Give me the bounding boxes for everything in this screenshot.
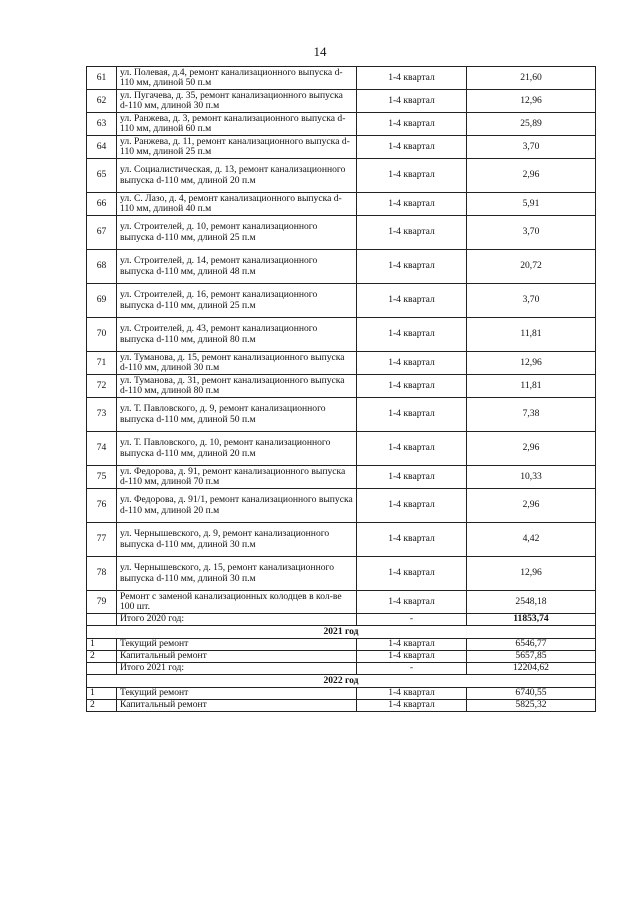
row-description: ул. Строителей, д. 10, ремонт канализационного выпуска d-110 мм, длиной 25 п.м (117, 216, 357, 250)
table-row (87, 466, 596, 489)
row-amount: 12,96 (467, 90, 596, 113)
table-body-totals (87, 614, 596, 712)
total-2021-period: - (357, 663, 467, 675)
row-description: ул. Строителей, д. 14, ремонт канализационного выпуска d-110 мм, длиной 48 п.м (117, 250, 357, 284)
row-description: ул. Полевая, д.4, ремонт канализационного выпуска d-110 мм, длиной 50 п.м (117, 67, 357, 90)
section-header-2021 (87, 626, 596, 639)
table-row (87, 688, 596, 700)
row-period: 1-4 квартал (357, 557, 467, 591)
row-description: ул. Туманова, д. 15, ремонт канализационного выпуска d-110 мм, длиной 30 п.м (117, 352, 357, 375)
row-number: 79 (87, 591, 117, 614)
row-amount: 20,72 (467, 250, 596, 284)
row-number: 66 (87, 193, 117, 216)
repair-plan-table (86, 66, 596, 712)
row-period: 1-4 квартал (357, 67, 467, 90)
row-number: 77 (87, 523, 117, 557)
row-description: ул. Т. Павловского, д. 10, ремонт канализационного выпуска d-110 мм, длиной 20 п.м (117, 432, 357, 466)
table-row (87, 557, 596, 591)
table-row (87, 159, 596, 193)
row-amount: 21,60 (467, 67, 596, 90)
row-period: 1-4 квартал (357, 113, 467, 136)
section-header-2022 (87, 675, 596, 688)
row-description: ул. Социалистическая, д. 13, ремонт канализационного выпуска d-110 мм, длиной 20 п.м (117, 159, 357, 193)
row-description: ул. Чернышевского, д. 9, ремонт канализационного выпуска d-110 мм, длиной 30 п.м (117, 523, 357, 557)
row-number: 2 (87, 651, 117, 663)
section-title-2022: 2022 год (87, 675, 596, 688)
row-amount: 7,38 (467, 398, 596, 432)
row-number: 69 (87, 284, 117, 318)
row-period: 1-4 квартал (357, 352, 467, 375)
total-row-2021 (87, 663, 596, 675)
row-number: 76 (87, 489, 117, 523)
row-number: 72 (87, 375, 117, 398)
row-number: 74 (87, 432, 117, 466)
row-period: 1-4 квартал (357, 700, 467, 712)
row-period: 1-4 квартал (357, 523, 467, 557)
table-row (87, 136, 596, 159)
row-amount: 5657,85 (467, 651, 596, 663)
row-amount: 6546,77 (467, 639, 596, 651)
row-amount: 12,96 (467, 557, 596, 591)
table-body-2020 (87, 67, 596, 614)
total-2020-label: Итого 2020 год: (117, 614, 357, 626)
total-2021-num-cell (87, 663, 117, 675)
row-period: 1-4 квартал (357, 466, 467, 489)
table-row (87, 352, 596, 375)
section-title-2021: 2021 год (87, 626, 596, 639)
row-period: 1-4 квартал (357, 651, 467, 663)
total-2020-num-cell (87, 614, 117, 626)
page-number: 14 (313, 44, 327, 59)
row-number: 61 (87, 67, 117, 90)
row-period: 1-4 квартал (357, 688, 467, 700)
row-period: 1-4 квартал (357, 136, 467, 159)
row-period: 1-4 квартал (357, 250, 467, 284)
row-number: 65 (87, 159, 117, 193)
row-number: 75 (87, 466, 117, 489)
row-period: 1-4 квартал (357, 318, 467, 352)
row-period: 1-4 квартал (357, 284, 467, 318)
table-row (87, 432, 596, 466)
row-amount: 11,81 (467, 375, 596, 398)
row-number: 62 (87, 90, 117, 113)
row-description: Текущий ремонт (117, 688, 357, 700)
row-number: 64 (87, 136, 117, 159)
row-description: Капитальный ремонт (117, 651, 357, 663)
table-row (87, 250, 596, 284)
row-period: 1-4 квартал (357, 90, 467, 113)
row-amount: 2,96 (467, 159, 596, 193)
row-period: 1-4 квартал (357, 432, 467, 466)
row-amount: 25,89 (467, 113, 596, 136)
row-description: ул. Строителей, д. 16, ремонт канализационного выпуска d-110 мм, длиной 25 п.м (117, 284, 357, 318)
row-number: 67 (87, 216, 117, 250)
row-amount: 3,70 (467, 284, 596, 318)
total-2020-amount: 11853,74 (467, 614, 596, 626)
table-row (87, 193, 596, 216)
row-description: ул. С. Лазо, д. 4, ремонт канализационного выпуска d-110 мм, длиной 40 п.м (117, 193, 357, 216)
row-amount: 10,33 (467, 466, 596, 489)
row-description: ул. Федорова, д. 91, ремонт канализационного выпуска d-110 мм, длиной 70 п.м (117, 466, 357, 489)
table-row (87, 318, 596, 352)
table-row (87, 591, 596, 614)
table-row (87, 375, 596, 398)
table-row (87, 639, 596, 651)
table-row (87, 90, 596, 113)
row-period: 1-4 квартал (357, 159, 467, 193)
row-number: 1 (87, 688, 117, 700)
total-row-2020 (87, 614, 596, 626)
row-amount: 5,91 (467, 193, 596, 216)
row-amount: 12,96 (467, 352, 596, 375)
total-2020-period: - (357, 614, 467, 626)
row-period: 1-4 квартал (357, 193, 467, 216)
table-row (87, 113, 596, 136)
table-row (87, 489, 596, 523)
row-description: ул. Т. Павловского, д. 9, ремонт канализационного выпуска d-110 мм, длиной 50 п.м (117, 398, 357, 432)
row-amount: 11,81 (467, 318, 596, 352)
row-amount: 4,42 (467, 523, 596, 557)
table-row (87, 398, 596, 432)
row-amount: 2,96 (467, 432, 596, 466)
row-period: 1-4 квартал (357, 398, 467, 432)
row-description: Текущий ремонт (117, 639, 357, 651)
row-number: 63 (87, 113, 117, 136)
row-description: ул. Ранжева, д. 11, ремонт канализационного выпуска d-110 мм, длиной 25 п.м (117, 136, 357, 159)
row-period: 1-4 квартал (357, 639, 467, 651)
total-2021-label: Итого 2021 год: (117, 663, 357, 675)
table-row (87, 67, 596, 90)
row-description: ул. Пугачева, д. 35, ремонт канализационного выпуска d-110 мм, длиной 30 п.м (117, 90, 357, 113)
row-amount: 6740,55 (467, 688, 596, 700)
table-row (87, 216, 596, 250)
row-period: 1-4 квартал (357, 489, 467, 523)
row-amount: 5825,32 (467, 700, 596, 712)
row-number: 73 (87, 398, 117, 432)
row-description: ул. Туманова, д. 31, ремонт канализационного выпуска d-110 мм, длиной 80 п.м (117, 375, 357, 398)
table-row (87, 523, 596, 557)
row-description: ул. Федорова, д. 91/1, ремонт канализационного выпуска d-110 мм, длиной 20 п.м (117, 489, 357, 523)
row-description: ул. Чернышевского, д. 15, ремонт канализационного выпуска d-110 мм, длиной 30 п.м (117, 557, 357, 591)
row-number: 78 (87, 557, 117, 591)
row-period: 1-4 квартал (357, 216, 467, 250)
row-period: 1-4 квартал (357, 375, 467, 398)
row-amount: 2,96 (467, 489, 596, 523)
row-number: 71 (87, 352, 117, 375)
row-amount: 3,70 (467, 216, 596, 250)
row-description: Ремонт с заменой канализационных колодцев в кол-ве 100 шт. (117, 591, 357, 614)
table-row (87, 284, 596, 318)
row-period: 1-4 квартал (357, 591, 467, 614)
total-2021-amount: 12204,62 (467, 663, 596, 675)
table-row (87, 700, 596, 712)
row-amount: 2548,18 (467, 591, 596, 614)
row-number: 1 (87, 639, 117, 651)
row-description: Капитальный ремонт (117, 700, 357, 712)
row-number: 68 (87, 250, 117, 284)
row-description: ул. Строителей, д. 43, ремонт канализационного выпуска d-110 мм, длиной 80 п.м (117, 318, 357, 352)
table-row (87, 651, 596, 663)
row-description: ул. Ранжева, д. 3, ремонт канализационного выпуска d-110 мм, длиной 60 п.м (117, 113, 357, 136)
row-amount: 3,70 (467, 136, 596, 159)
row-number: 70 (87, 318, 117, 352)
row-number: 2 (87, 700, 117, 712)
